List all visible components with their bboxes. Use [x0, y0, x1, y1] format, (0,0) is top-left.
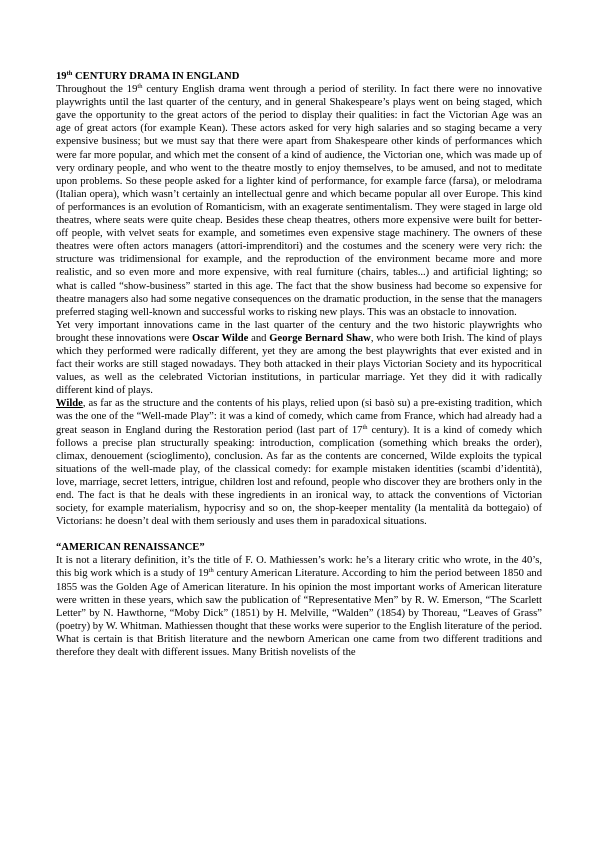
- section-title-drama: 19th CENTURY DRAMA IN ENGLAND: [56, 70, 240, 82]
- name-george-bernard-shaw: George Bernard Shaw: [269, 332, 371, 344]
- paragraph-american-renaissance: It is not a literary definition, it’s the title of F. O. Mathiessen’s work: he’s a literary critic who wrote, in the 40’s, this big work which is a study of 19th century American Literature. According to him the period between 1850 and 1855 was the Golden Age of American literature. In his opinion the most important works of American literature were written in these years, which saw the publication of “Representative Men” by R. W. Emerson, “The Scarlett Letter” by N. Hawthorne, “Moby Dick” (1851) by H. Melville, “Walden” (1854) by Thoreau, “Leaves of Grass” (poetry) by W. Whitman. Mathiessen thought that these works were superior to the English literature of the period. What is certain is that British literature and the newborn American one came from two different traditions and therefore they dealt with different issues. Many British novelists of the: [56, 555, 542, 659]
- name-wilde-underlined: Wilde: [56, 398, 83, 410]
- paragraph-innovations: Yet very important innovations came in the last quarter of the century and the two historic playwrights who brought these innovations were Oscar Wilde and George Bernard Shaw, who were both Irish. The kind of plays which they performed were radically different, yet they are among the best playwrights that ever existed and in fact their works are still staged nowadays. They both attacked in their plays Victorian Society and its hypocritical values, as well as the celebrated Victorian institutions, in particular marriage. Yet they did it with radically different kind of plays.: [56, 319, 542, 397]
- section-title-american-renaissance: “AMERICAN RENAISSANCE”: [56, 542, 205, 554]
- section-spacer: [56, 528, 542, 541]
- paragraph-wilde: Wilde, as far as the structure and the contents of his plays, relied upon (si basò su) a pre-existing tradition, which was the one of the “Well-made Play”: it was a kind of comedy, which came from France, which had already had a great season in England during the Restoration period (last part of 17th century). It is a kind of comedy which follows a precise plan structurally speaking: introduction, complication (something which breaks the order), climax, denouement (scioglimento), conclusion. As far as the contents are concerned, Wilde exploits the typical situations of the well-made play, of the classical comedy: for example mistaken identities (scambi d’identità), love, marriage, secret letters, intrigue, children lost and refound, people who discover they are brothers only in the end. The fact is that he deals with these ingredients in an ironical way, to attack the conventions of Victorian society, for example materialism, hypocrisy and so on, the shop-keeper mentality (la mentalità da bottegaio) of Victorians: he doesn’t deal with them seriously and uses them in paradoxical situations.: [56, 398, 542, 528]
- name-oscar-wilde: Oscar Wilde: [191, 332, 249, 344]
- paragraph-drama-intro: Throughout the 19th century English drama went through a period of sterility. In fact there were no innovative playwrights until the last quarter of the century, and in general Shakespeare’s plays went on being staged, which gave the opportunity to the great actors of the period to display their qualities: in fact the Victorian Age was an age of great actors (for example Kean). These actors asked for very high salaries and so staging became a very expensive business; but we must say that there were apart from Shakespeare other kinds of performances which were far more popular, and which met the consent of a kind of audience, the Victorian one, which was made up of very ordinary people, and who went to the theatre mostly to enjoy themselves, to be amused, and not to meditate upon problems. So these people asked for a lighter kind of performance, for example farce (farsa), or melodrama (Italian opera), which wasn’t certainly an intellectual genre and which became popular all over Europe. This kind of performances is an evolution of Romanticism, with an exagerate sentimentalism. They were staged in large old theatres, where seats were quite cheap. Besides these cheap theatres, others more expensive were built for better-off people, with velvet seats for example, and sometimes even expensive stage machinery. The owners of these theatres were often actors managers (attori-imprenditori) and the costumes and the scenery were very rich: the structure was tridimensional for example, and the reproduction of the environment became more and more realistic, and so even more and more expensive, with real furniture (chairs, tables...) and artificial lighting; so what is called “show-business” started in this age. The fact that the show business had become so expensive for theatre managers also had some negative consequences on the dramatic production, in the sense that the managers preferred staging well-known and successful works to risking new plays. This was an obstacle to innovation.: [56, 83, 542, 318]
